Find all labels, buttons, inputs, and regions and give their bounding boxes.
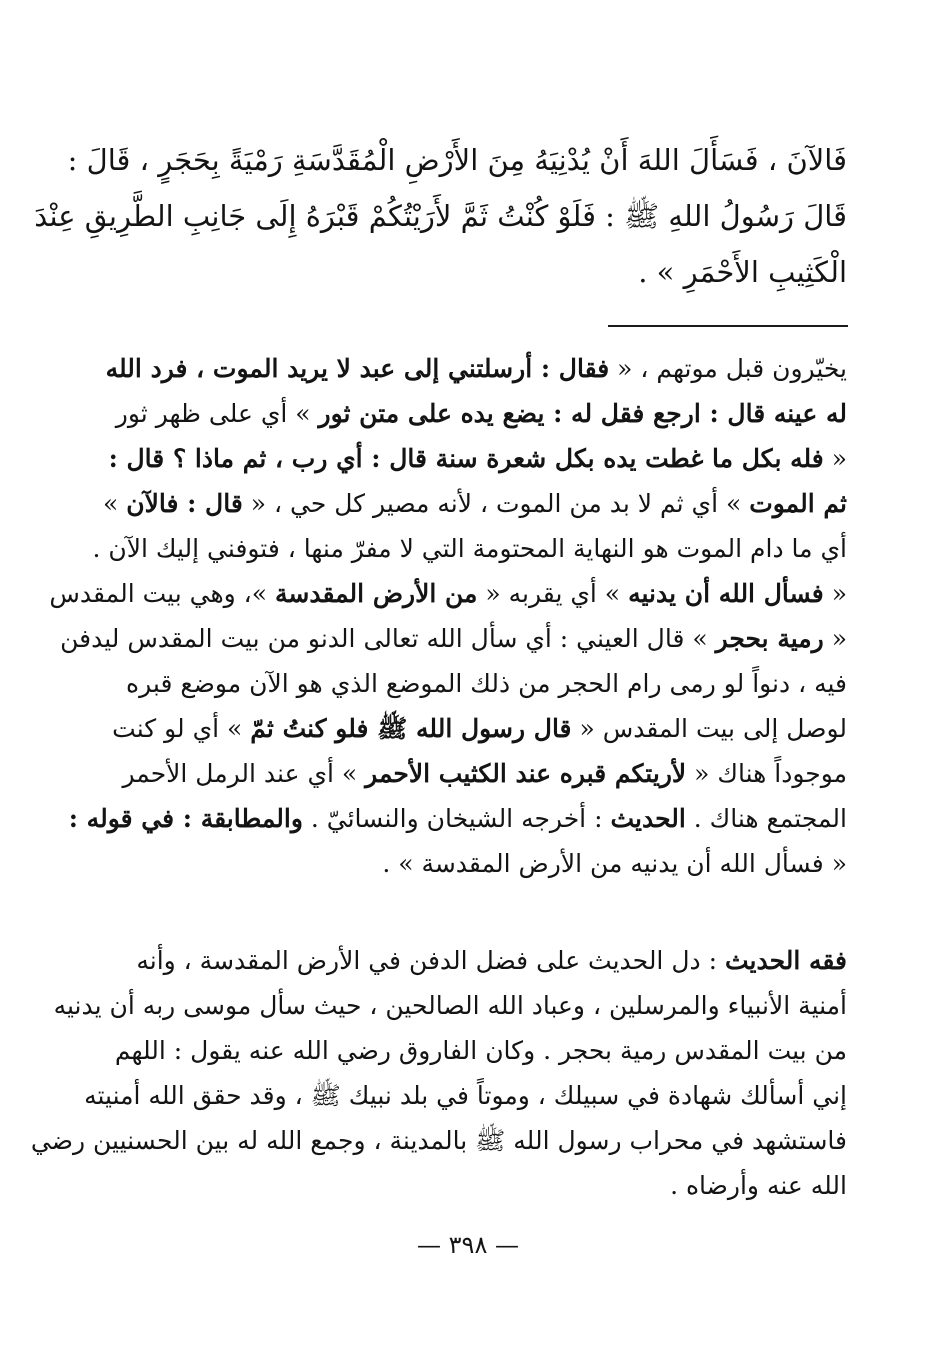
text-run: » أي عند الرمل الأحمر bbox=[122, 759, 366, 788]
commentary-line bbox=[100, 349, 847, 389]
text-run: موجوداً هناك « bbox=[686, 759, 847, 788]
bold-text-run: ثم الموت bbox=[749, 489, 847, 518]
text-run: الله عنه وأرضاه . bbox=[670, 1171, 847, 1200]
commentary-line bbox=[100, 394, 847, 434]
footnote-divider bbox=[608, 325, 848, 327]
text-run: : أخرجه الشيخان والنسائيّ . bbox=[302, 804, 611, 833]
bold-text-run: رمية بحجر bbox=[715, 624, 824, 653]
fiqh-line bbox=[100, 1031, 847, 1071]
fiqh-line bbox=[84, 1076, 847, 1116]
text-run: « bbox=[823, 579, 847, 608]
fiqh-line bbox=[53, 986, 847, 1026]
hadith-line-1: فَالآنَ ، فَسَأَلَ اللهَ أَنْ يُدْنِيَهُ مِنَ الأَرْضِ الْمُقَدَّسَةِ رَمْيَةً بِحَجَرٍ ، قَالَ : bbox=[67, 143, 847, 177]
bold-text-run: من الأرض المقدسة bbox=[274, 579, 478, 608]
text-run: » أي يقربه « bbox=[477, 579, 629, 608]
text-run: » قال العيني : أي سأل الله تعالى الدنو من بيت المقدس ليدفن bbox=[60, 624, 716, 653]
commentary-line bbox=[60, 619, 847, 659]
bold-text-run: فقال : أرسلتني إلى عبد لا يريد الموت ، فرد الله bbox=[105, 354, 610, 383]
text-run: المجتمع هناك . bbox=[685, 804, 847, 833]
bold-text-run: فسأل الله أن يدنيه bbox=[628, 579, 824, 608]
commentary-line bbox=[100, 844, 847, 884]
text-run: إني أسألك شهادة في سبيلك ، وموتاً في بلد نبيك ﷺ ، وقد حقق الله أمنيته bbox=[84, 1081, 847, 1110]
bold-text-run: فقه الحديث bbox=[724, 946, 847, 975]
text-run: « bbox=[823, 624, 847, 653]
text-run: « فسأل الله أن يدنيه من الأرض المقدسة » . bbox=[382, 849, 847, 878]
commentary-line bbox=[100, 709, 847, 749]
text-run: فاستشهد في محراب رسول الله ﷺ بالمدينة ، وجمع الله له بين الحسنيين رضي bbox=[30, 1126, 847, 1155]
commentary-line bbox=[49, 574, 847, 614]
text-run: فيه ، دنواً لو رمى رام الحجر من ذلك الموضع الذي هو الآن موضع قبره bbox=[126, 669, 847, 698]
hadith-line-2: قَالَ رَسُولُ اللهِ ﷺ : فَلَوْ كُنْتُ ثَمَّ لأَرَيْتُكُمْ قَبْرَهُ إِلَى جَانِبِ الطَّرِيقِ عِنْدَ bbox=[34, 199, 847, 233]
text-run: : دل الحديث على فضل الدفن في الأرض المقدسة ، وأنه bbox=[136, 946, 725, 975]
page-number: — ٣٩٨ — bbox=[417, 1231, 519, 1259]
commentary-line bbox=[100, 484, 847, 524]
text-run: أي ما دام الموت هو النهاية المحتومة التي لا مفرّ منها ، فتوفني إليك الآن . bbox=[92, 534, 847, 563]
text-run: » bbox=[102, 489, 127, 518]
bold-text-run: فله بكل ما غطت يده بكل شعرة سنة قال : أي رب ، ثم ماذا ؟ قال : bbox=[108, 444, 824, 473]
commentary-line bbox=[68, 799, 847, 839]
commentary-line bbox=[100, 439, 847, 479]
fiqh-line bbox=[100, 941, 847, 981]
text-run: »، وهي بيت المقدس bbox=[49, 579, 275, 608]
commentary-line bbox=[100, 664, 847, 704]
bold-text-run: الحديث bbox=[610, 804, 686, 833]
bold-text-run: والمطابقة : في قوله : bbox=[68, 804, 303, 833]
text-run: » أي لو كنت bbox=[112, 714, 251, 743]
text-run: من بيت المقدس رمية بحجر . وكان الفاروق رضي الله عنه يقول : اللهم bbox=[114, 1036, 847, 1065]
hadith-line-3: الْكَثِيبِ الأَحْمَرِ » . bbox=[638, 255, 847, 289]
commentary-line bbox=[92, 529, 847, 569]
bold-text-run: قال رسول الله ﷺ فلو كنتُ ثمّ bbox=[250, 714, 572, 743]
bold-text-run: له عينه قال : ارجع فقل له : يضع يده على متن ثور bbox=[318, 399, 847, 428]
text-run: أمنية الأنبياء والمرسلين ، وعباد الله الصالحين ، حيث سأل موسى ربه أن يدنيه bbox=[53, 991, 847, 1020]
text-run: يخيّرون قبل موتهم ، « bbox=[609, 354, 847, 383]
text-run: « bbox=[823, 444, 847, 473]
fiqh-line bbox=[100, 1166, 847, 1206]
commentary-line bbox=[100, 754, 847, 794]
text-run: » أي على ظهر ثور bbox=[115, 399, 319, 428]
text-run: » أي ثم لا بد من الموت ، لأنه مصير كل حي ، « bbox=[242, 489, 750, 518]
bold-text-run: لأريتكم قبره عند الكثيب الأحمر bbox=[365, 759, 687, 788]
fiqh-line bbox=[30, 1121, 847, 1161]
bold-text-run: قال : فالآن bbox=[126, 489, 243, 518]
text-run: لوصل إلى بيت المقدس « bbox=[571, 714, 847, 743]
